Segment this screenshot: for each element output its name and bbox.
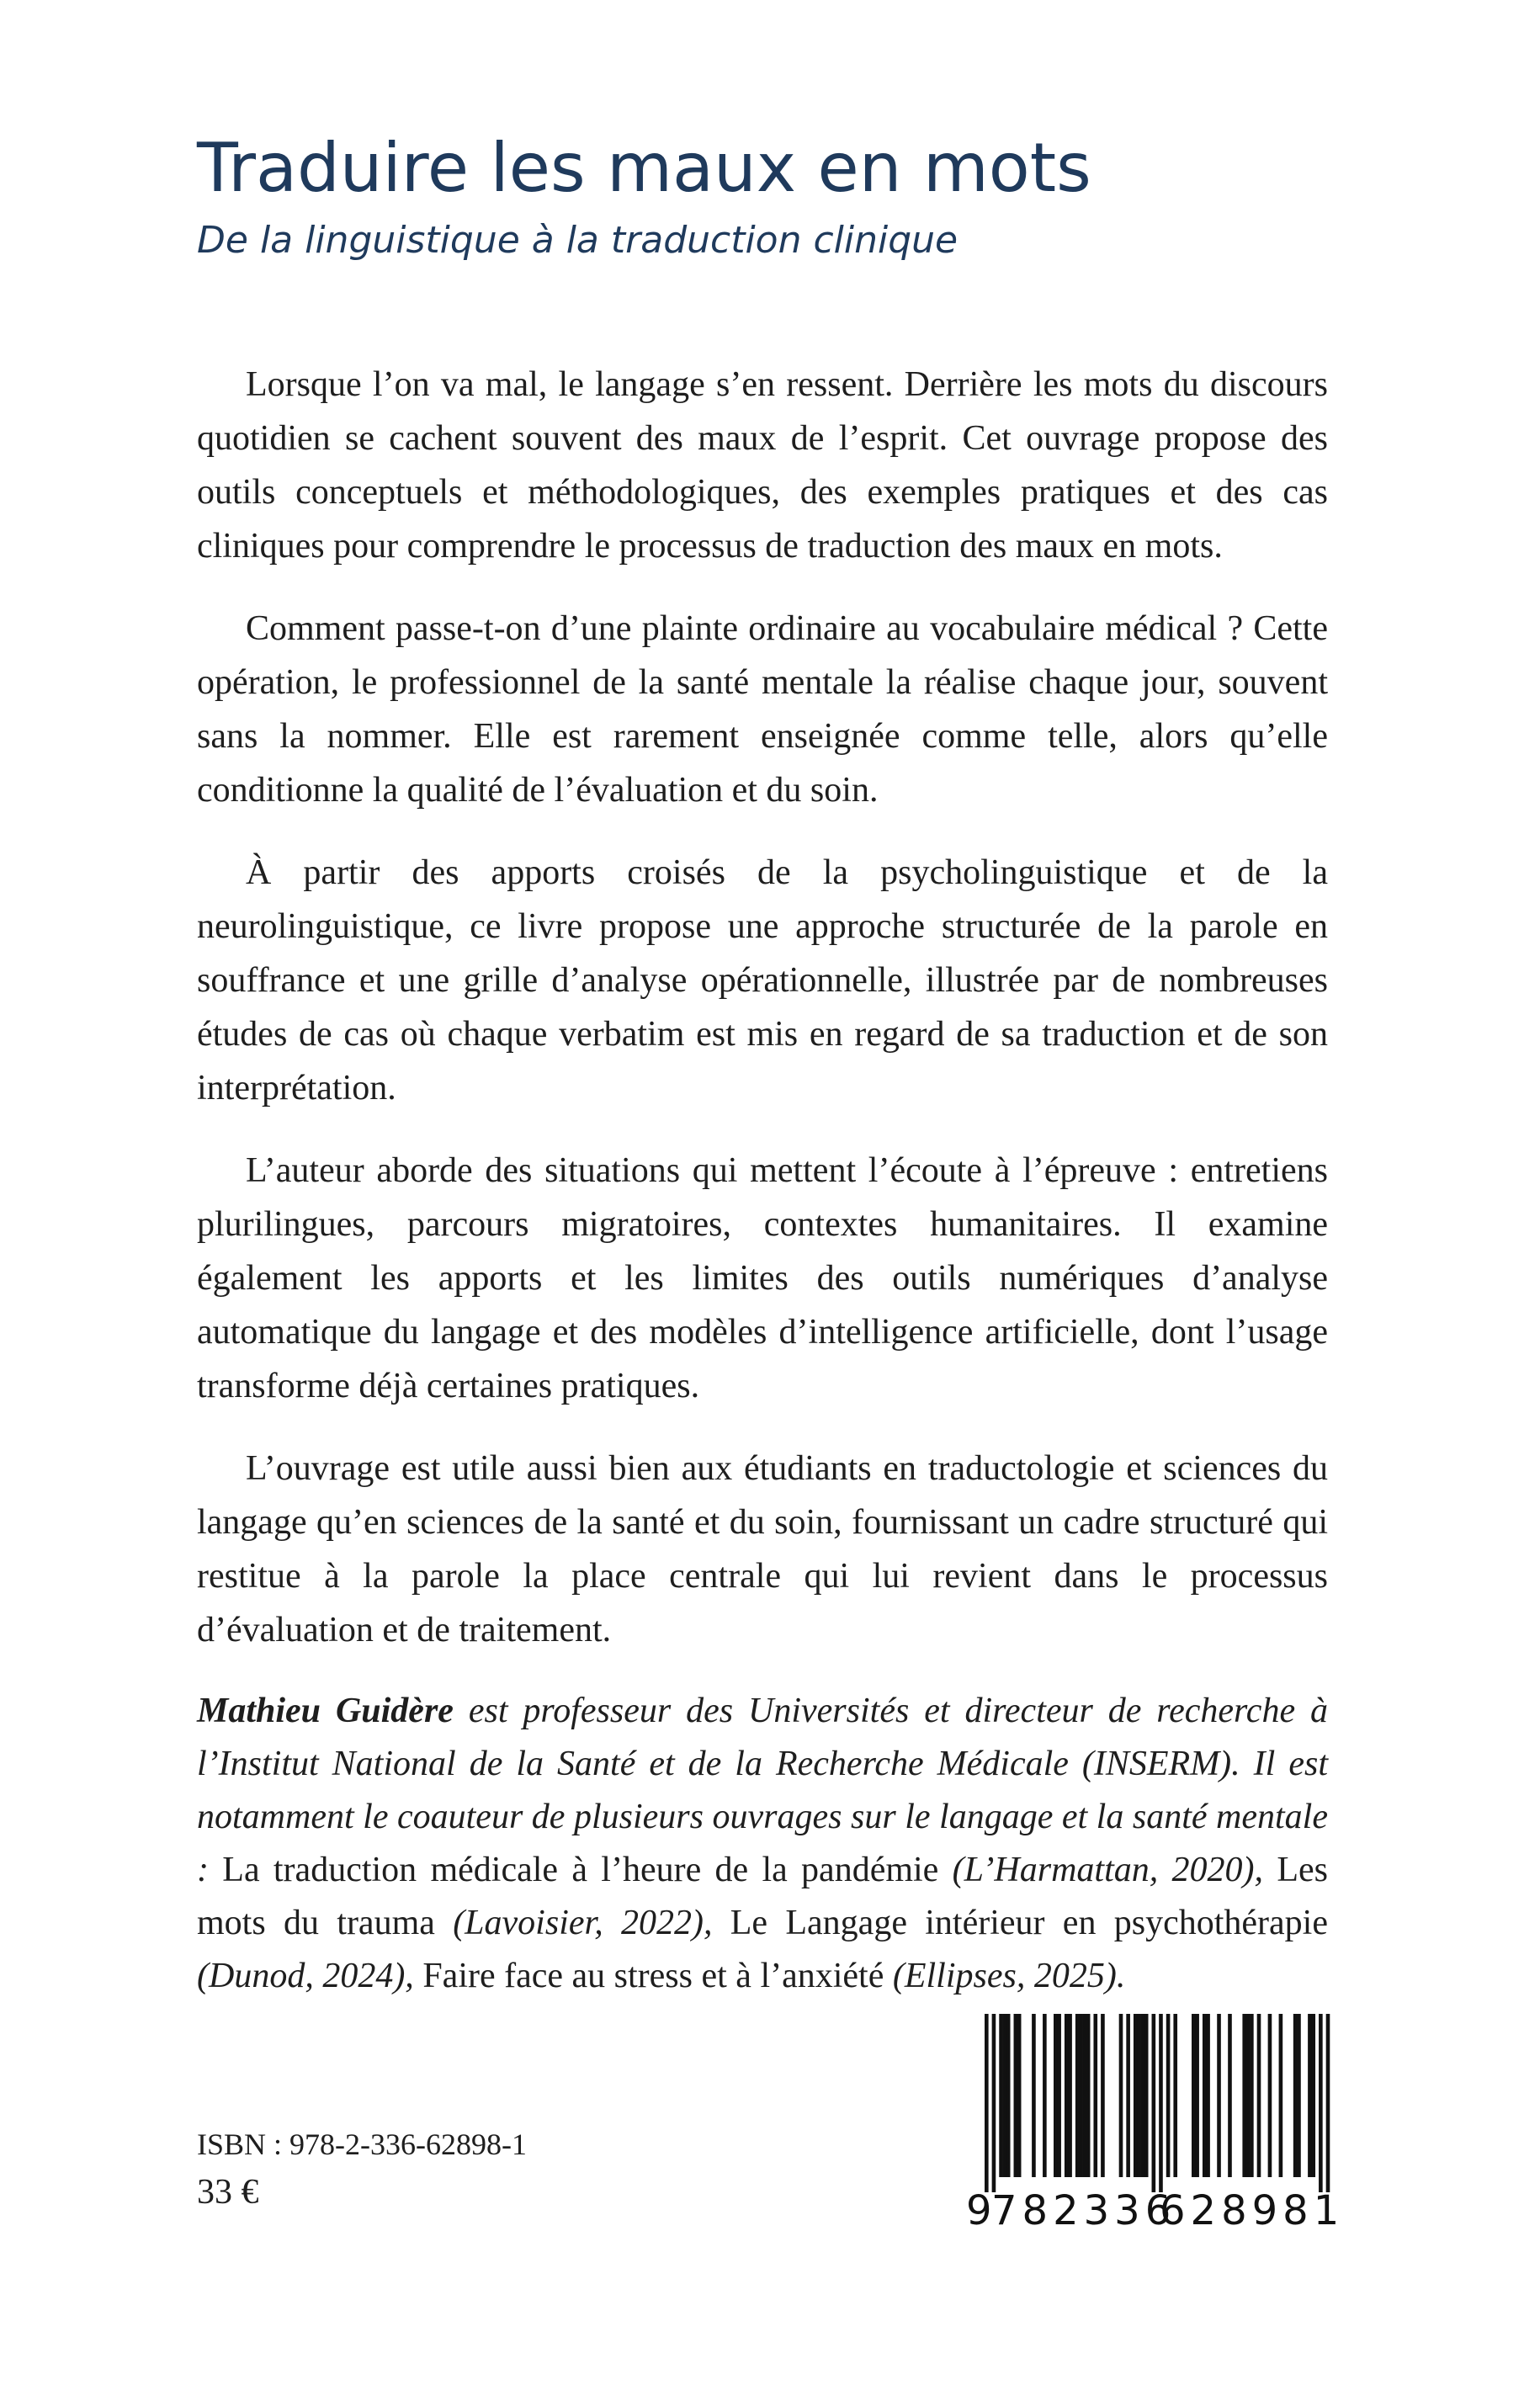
barcode-bar [1166,2014,1171,2177]
barcode-bar [1134,2014,1138,2177]
barcode-bar [1195,2014,1199,2177]
barcode-bar [1173,2014,1177,2177]
barcode-bar [992,2014,996,2192]
barcode-bar [1246,2014,1251,2177]
barcode-bar [1014,2014,1018,2177]
barcode-bar [1257,2014,1261,2177]
barcode-bar [1068,2014,1072,2177]
book-reference-title: Faire face au stress et à l’anxiété [422,1957,884,1995]
barcode-bar [1119,2014,1123,2177]
barcode-right-digits: 628981 [1160,2187,1345,2234]
barcode-bar [1043,2014,1047,2177]
barcode-bars [966,2014,1333,2192]
barcode-digits [966,2187,1345,2234]
barcode-bar [1217,2014,1221,2177]
barcode-left-digits: 782336 [991,2187,1176,2234]
book-reference-title: Le Langage intérieur en psychothérapie [730,1904,1328,1942]
barcode-first-digit: 9 [966,2187,992,2234]
barcode [966,2014,1345,2234]
barcode-bar [1203,2014,1207,2177]
barcode-bar [1293,2014,1298,2177]
barcode-bar [1152,2014,1156,2192]
barcode-bar [1250,2014,1254,2177]
barcode-bar [1268,2014,1272,2177]
barcode-bar [1144,2014,1149,2177]
author-name: Mathieu Guidère [197,1692,454,1730]
barcode-bar [1093,2014,1097,2177]
barcode-bar [1228,2014,1232,2177]
book-reference-publisher: (Lavoisier, 2022), [434,1904,713,1942]
barcode-bar [1206,2014,1210,2177]
barcode-bar [1057,2014,1061,2177]
barcode-bar [1054,2014,1058,2177]
summary-paragraph: Lorsque l’on va mal, le langage s’en ressent. Derrière les mots du discours quotidien se cachent souvent des maux de l’esprit. Cet ouvrage propose des outils conceptuels et méthodologiques, des exemples pratiques et des cas cliniques pour comprendre le processus de traduction des maux en mots. [197,365,1328,566]
summary-paragraph: L’auteur aborde des situations qui mettent l’écoute à l’épreuve : entretiens plurilingues, parcours migratoires, contextes humanitaires. Il examine également les apports et les limites des outils numériques d’analyse automatique du langage et des modèles d’intelligence artificielle, dont l’usage transforme déjà certaines pratiques. [197,1151,1328,1405]
barcode-bar [999,2014,1003,2177]
barcode-bar [1017,2014,1022,2177]
barcode-bar [1083,2014,1087,2177]
summary-paragraph: À partir des apports croisés de la psycholinguistique et de la neurolinguistique, ce livre propose une approche structurée de la parole en souffrance et une grille d’analyse opérationnelle, illustrée par de nombreuses études de cas où chaque verbatim est mis en regard de sa traduction et de son interprétation. [197,853,1328,1108]
barcode-bar [1006,2014,1011,2177]
barcode-bar [1279,2014,1283,2177]
barcode-bar [1326,2014,1330,2192]
book-reference-title: Les mots du trauma [197,1851,1328,1942]
price: 33 € [197,2173,259,2212]
barcode-bar [1159,2014,1163,2192]
book-reference-publisher: (Ellipses, 2025). [884,1957,1126,1995]
book-reference-title: La traduction médicale à l’heure de la pandémie [222,1851,939,1889]
barcode-bar [1319,2014,1323,2192]
barcode-bar [1137,2014,1141,2177]
barcode-bar [1311,2014,1315,2177]
barcode-bar [1075,2014,1080,2177]
barcode-bar [1126,2014,1130,2177]
barcode-bar [1032,2014,1036,2177]
book-reference-publisher: (L’Harmattan, 2020), [938,1851,1264,1889]
barcode-bar [1101,2014,1105,2177]
barcode-bar [1003,2014,1007,2177]
barcode-bar [1308,2014,1312,2177]
barcode-bar [985,2014,989,2192]
author-bio [197,1685,1328,2003]
summary-text [197,358,1328,1686]
barcode-bar [1141,2014,1145,2177]
barcode-bar [1242,2014,1246,2177]
summary-paragraph: L’ouvrage est utile aussi bien aux étudiants en traductologie et sciences du langage qu’en sciences de la santé et du soin, fournissant un cadre structuré qui restitue à la parole la place centrale qui lui revient dans le processus d’évaluation et de traitement. [197,1449,1328,1649]
book-subtitle: De la linguistique à la traduction clinique [197,219,959,262]
barcode-bar [1192,2014,1196,2177]
isbn-number: ISBN : 978-2-336-62898-1 [197,2127,527,2161]
barcode-bar [1297,2014,1301,2177]
book-title: Traduire les maux en mots [197,129,1091,207]
barcode-bar [1086,2014,1091,2177]
barcode-bar [1079,2014,1083,2177]
summary-paragraph: Comment passe-t-on d’une plainte ordinaire au vocabulaire médical ? Cette opération, le professionnel de la santé mentale la réalise chaque jour, souvent sans la nommer. Elle est rarement enseignée comme telle, alors qu’elle conditionne la qualité de l’évaluation et du soin. [197,609,1328,810]
author-bio-intro: est professeur des Universités et directeur de recherche à l’Institut National de la Santé et de la Recherche Médicale (INSERM). Il est notamment le coauteur de plusieurs ouvrages sur le langage et la santé mentale : [197,1692,1329,1889]
book-reference-publisher: (Dunod, 2024), [197,1957,414,1995]
barcode-bar [1065,2014,1069,2177]
